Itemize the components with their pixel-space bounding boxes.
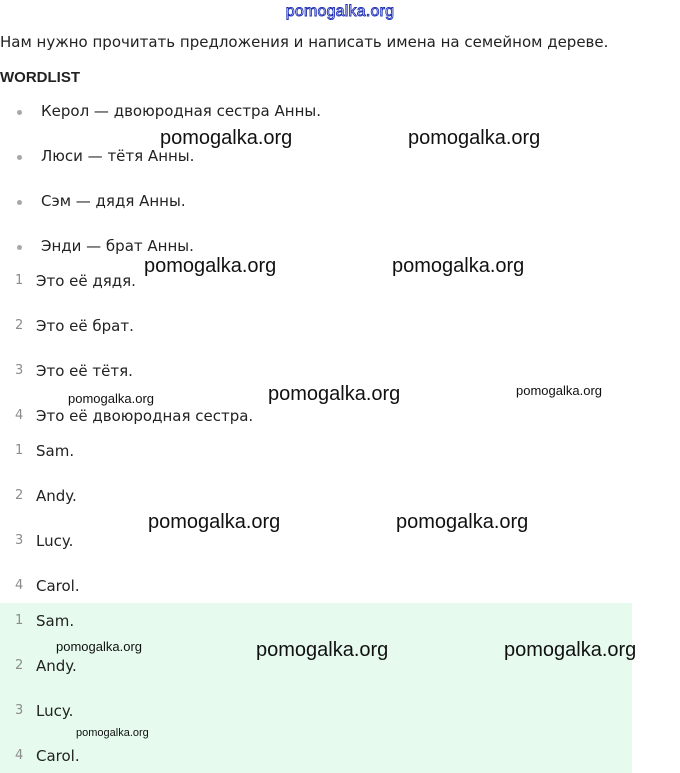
- watermark: pomogalka.org: [148, 511, 281, 533]
- watermark: pomogalka.org: [396, 511, 529, 533]
- answer-number: 1: [15, 613, 24, 628]
- wordlist-item: Керол — двоюродная сестра Анны.: [41, 102, 322, 120]
- question-text: Это её дядя.: [36, 272, 136, 290]
- watermark: pomogalka.org: [392, 255, 525, 277]
- question-number: 1: [15, 273, 24, 288]
- watermark: pomogalka.org: [268, 383, 401, 405]
- site-logo-link[interactable]: pomogalka.org: [285, 3, 395, 20]
- bullet-icon: [17, 200, 22, 205]
- wordlist-title: WORDLIST: [0, 69, 80, 86]
- task-instruction: Нам нужно прочитать предложения и написать имена на семейном дереве.: [0, 33, 609, 51]
- answer-number: 3: [15, 703, 24, 718]
- question-text: Это её брат.: [36, 317, 134, 335]
- site-header: [0, 0, 680, 26]
- wordlist-item: Сэм — дядя Анны.: [41, 192, 186, 210]
- watermark: pomogalka.org: [408, 127, 541, 149]
- watermark: pomogalka.org: [516, 383, 602, 398]
- question-text: Это её двоюродная сестра.: [36, 407, 254, 425]
- bullet-icon: [17, 110, 22, 115]
- answer-text: Sam.: [36, 612, 75, 630]
- watermark: pomogalka.org: [256, 639, 389, 661]
- answer-number: 4: [15, 578, 24, 593]
- answer-text: Lucy.: [36, 532, 74, 550]
- answer-text: Carol.: [36, 577, 80, 595]
- answer-number: 2: [15, 658, 24, 673]
- bullet-icon: [17, 155, 22, 160]
- answer-number: 2: [15, 488, 24, 503]
- question-number: 2: [15, 318, 24, 333]
- watermark: pomogalka.org: [56, 639, 142, 654]
- question-text: Это её тётя.: [36, 362, 133, 380]
- answer-number: 3: [15, 533, 24, 548]
- answer-highlight-block: [0, 603, 632, 773]
- bullet-icon: [17, 245, 22, 250]
- wordlist-item: Энди — брат Анны.: [41, 237, 194, 255]
- watermark: pomogalka.org: [144, 255, 277, 277]
- answer-text: Andy.: [36, 487, 77, 505]
- answer-number: 1: [15, 443, 24, 458]
- question-number: 4: [15, 408, 24, 423]
- watermark: pomogalka.org: [504, 639, 637, 661]
- wordlist-item: Люси — тётя Анны.: [41, 147, 195, 165]
- answer-text: Sam.: [36, 442, 75, 460]
- watermark: pomogalka.org: [160, 127, 293, 149]
- question-number: 3: [15, 363, 24, 378]
- answer-number: 4: [15, 748, 24, 763]
- watermark: pomogalka.org: [76, 727, 149, 739]
- answer-text: Carol.: [36, 747, 80, 765]
- watermark: pomogalka.org: [68, 391, 154, 406]
- answer-text: Andy.: [36, 657, 77, 675]
- answer-text: Lucy.: [36, 702, 74, 720]
